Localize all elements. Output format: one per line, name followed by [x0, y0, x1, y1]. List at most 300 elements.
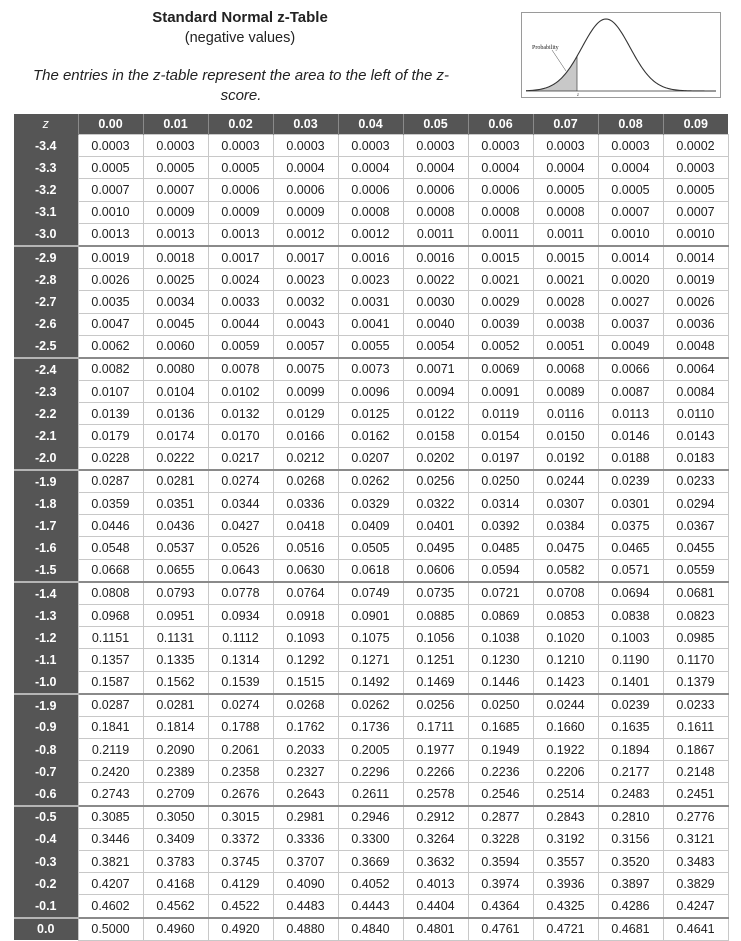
table-cell: 0.0011 — [468, 223, 533, 246]
table-cell: 0.0024 — [208, 269, 273, 291]
table-cell: 0.3594 — [468, 851, 533, 873]
z-row-label: -1.0 — [14, 671, 78, 694]
table-row — [14, 335, 728, 358]
table-cell: 0.0007 — [663, 201, 728, 223]
table-cell: 0.0004 — [598, 157, 663, 179]
table-cell: 0.1335 — [143, 649, 208, 671]
table-cell: 0.0174 — [143, 425, 208, 447]
column-header: 0.02 — [208, 114, 273, 135]
table-cell: 0.2877 — [468, 806, 533, 829]
table-cell: 0.3974 — [468, 873, 533, 895]
table-cell: 0.0655 — [143, 559, 208, 582]
table-cell: 0.0071 — [403, 358, 468, 381]
table-cell: 0.5000 — [78, 918, 143, 941]
table-cell: 0.0618 — [338, 559, 403, 582]
table-cell: 0.0158 — [403, 425, 468, 447]
table-cell: 0.4013 — [403, 873, 468, 895]
column-header: 0.01 — [143, 114, 208, 135]
table-cell: 0.0384 — [533, 515, 598, 537]
table-cell: 0.1711 — [403, 716, 468, 738]
table-cell: 0.1762 — [273, 716, 338, 738]
table-cell: 0.0003 — [143, 135, 208, 157]
table-cell: 0.1075 — [338, 627, 403, 649]
table-cell: 0.0274 — [208, 694, 273, 717]
table-cell: 0.0122 — [403, 403, 468, 425]
table-cell: 0.0003 — [78, 135, 143, 157]
table-cell: 0.0003 — [273, 135, 338, 157]
table-cell: 0.0096 — [338, 381, 403, 403]
table-cell: 0.0007 — [143, 179, 208, 201]
header-row — [14, 114, 728, 135]
table-cell: 0.1515 — [273, 671, 338, 694]
table-cell: 0.1611 — [663, 716, 728, 738]
table-cell: 0.0008 — [533, 201, 598, 223]
table-cell: 0.4602 — [78, 895, 143, 918]
z-row-label: -1.4 — [14, 582, 78, 605]
table-cell: 0.0014 — [663, 246, 728, 269]
table-cell: 0.2033 — [273, 739, 338, 761]
table-cell: 0.2709 — [143, 783, 208, 806]
z-row-label: 0.0 — [14, 918, 78, 941]
table-row — [14, 918, 728, 941]
table-row — [14, 358, 728, 381]
table-cell: 0.3121 — [663, 828, 728, 850]
table-cell: 0.3821 — [78, 851, 143, 873]
table-cell: 0.0011 — [403, 223, 468, 246]
table-cell: 0.0013 — [208, 223, 273, 246]
table-cell: 0.0244 — [533, 694, 598, 717]
table-cell: 0.0228 — [78, 447, 143, 470]
table-row — [14, 694, 728, 717]
table-cell: 0.0078 — [208, 358, 273, 381]
table-cell: 0.0036 — [663, 313, 728, 335]
table-cell: 0.0808 — [78, 582, 143, 605]
table-row — [14, 403, 728, 425]
table-cell: 0.0091 — [468, 381, 533, 403]
table-cell: 0.0336 — [273, 493, 338, 515]
table-cell: 0.0009 — [143, 201, 208, 223]
table-cell: 0.0015 — [468, 246, 533, 269]
table-cell: 0.0838 — [598, 604, 663, 626]
table-row — [14, 515, 728, 537]
table-cell: 0.0003 — [533, 135, 598, 157]
table-cell: 0.0012 — [273, 223, 338, 246]
table-cell: 0.0010 — [78, 201, 143, 223]
z-row-label: -0.1 — [14, 895, 78, 918]
table-cell: 0.0069 — [468, 358, 533, 381]
table-cell: 0.0793 — [143, 582, 208, 605]
table-cell: 0.3156 — [598, 828, 663, 850]
table-cell: 0.0681 — [663, 582, 728, 605]
table-cell: 0.4404 — [403, 895, 468, 918]
table-cell: 0.2061 — [208, 739, 273, 761]
table-cell: 0.0007 — [598, 201, 663, 223]
table-cell: 0.0062 — [78, 335, 143, 358]
table-cell: 0.0005 — [78, 157, 143, 179]
z-row-label: -2.8 — [14, 269, 78, 291]
table-cell: 0.0059 — [208, 335, 273, 358]
z-row-label: -0.6 — [14, 783, 78, 806]
table-row — [14, 313, 728, 335]
table-cell: 0.0082 — [78, 358, 143, 381]
table-cell: 0.2643 — [273, 783, 338, 806]
z-row-label: -0.3 — [14, 851, 78, 873]
table-row — [14, 425, 728, 447]
column-header: 0.07 — [533, 114, 598, 135]
table-cell: 0.0016 — [338, 246, 403, 269]
table-cell: 0.0012 — [338, 223, 403, 246]
table-cell: 0.1841 — [78, 716, 143, 738]
table-cell: 0.4168 — [143, 873, 208, 895]
table-cell: 0.0287 — [78, 694, 143, 717]
table-cell: 0.3783 — [143, 851, 208, 873]
table-cell: 0.0594 — [468, 559, 533, 582]
table-cell: 0.0003 — [208, 135, 273, 157]
table-cell: 0.0073 — [338, 358, 403, 381]
table-cell: 0.0401 — [403, 515, 468, 537]
table-cell: 0.2743 — [78, 783, 143, 806]
table-cell: 0.0027 — [598, 291, 663, 313]
table-cell: 0.0162 — [338, 425, 403, 447]
table-cell: 0.0038 — [533, 313, 598, 335]
z-row-label: -1.9 — [14, 470, 78, 493]
table-row — [14, 493, 728, 515]
z-row-label: -1.2 — [14, 627, 78, 649]
table-row — [14, 873, 728, 895]
table-cell: 0.0023 — [273, 269, 338, 291]
table-cell: 0.0019 — [663, 269, 728, 291]
table-cell: 0.0021 — [468, 269, 533, 291]
table-cell: 0.1170 — [663, 649, 728, 671]
table-cell: 0.0455 — [663, 537, 728, 559]
table-cell: 0.0057 — [273, 335, 338, 358]
table-cell: 0.1423 — [533, 671, 598, 694]
table-cell: 0.0005 — [663, 179, 728, 201]
table-cell: 0.0329 — [338, 493, 403, 515]
table-cell: 0.0022 — [403, 269, 468, 291]
table-cell: 0.0485 — [468, 537, 533, 559]
table-row — [14, 179, 728, 201]
table-cell: 0.4052 — [338, 873, 403, 895]
table-cell: 0.0004 — [468, 157, 533, 179]
table-cell: 0.1210 — [533, 649, 598, 671]
table-cell: 0.0475 — [533, 537, 598, 559]
table-cell: 0.0006 — [338, 179, 403, 201]
table-cell: 0.1736 — [338, 716, 403, 738]
table-cell: 0.0548 — [78, 537, 143, 559]
table-cell: 0.3336 — [273, 828, 338, 850]
table-cell: 0.3264 — [403, 828, 468, 850]
table-cell: 0.0197 — [468, 447, 533, 470]
table-cell: 0.1635 — [598, 716, 663, 738]
table-cell: 0.0281 — [143, 470, 208, 493]
table-cell: 0.0778 — [208, 582, 273, 605]
column-header: 0.03 — [273, 114, 338, 135]
corner-z-header: z — [14, 114, 78, 135]
table-cell: 0.0708 — [533, 582, 598, 605]
z-row-label: -1.3 — [14, 604, 78, 626]
table-cell: 0.2546 — [468, 783, 533, 806]
table-cell: 0.0537 — [143, 537, 208, 559]
z-row-label: -3.1 — [14, 201, 78, 223]
table-cell: 0.0004 — [403, 157, 468, 179]
column-header: 0.00 — [78, 114, 143, 135]
table-cell: 0.1788 — [208, 716, 273, 738]
table-cell: 0.4761 — [468, 918, 533, 941]
table-cell: 0.0694 — [598, 582, 663, 605]
table-cell: 0.4522 — [208, 895, 273, 918]
table-cell: 0.1038 — [468, 627, 533, 649]
table-cell: 0.2451 — [663, 783, 728, 806]
table-cell: 0.0250 — [468, 470, 533, 493]
column-header: 0.09 — [663, 114, 728, 135]
table-cell: 0.1685 — [468, 716, 533, 738]
table-cell: 0.0268 — [273, 470, 338, 493]
z-row-label: -2.6 — [14, 313, 78, 335]
table-row — [14, 761, 728, 783]
table-cell: 0.2420 — [78, 761, 143, 783]
table-cell: 0.1314 — [208, 649, 273, 671]
table-cell: 0.4247 — [663, 895, 728, 918]
table-cell: 0.2266 — [403, 761, 468, 783]
table-row — [14, 559, 728, 582]
table-row — [14, 828, 728, 850]
table-cell: 0.0154 — [468, 425, 533, 447]
table-cell: 0.0217 — [208, 447, 273, 470]
table-cell: 0.1977 — [403, 739, 468, 761]
table-cell: 0.0113 — [598, 403, 663, 425]
table-cell: 0.4681 — [598, 918, 663, 941]
z-row-label: -3.3 — [14, 157, 78, 179]
table-cell: 0.1093 — [273, 627, 338, 649]
table-cell: 0.3015 — [208, 806, 273, 829]
table-cell: 0.0351 — [143, 493, 208, 515]
table-cell: 0.0023 — [338, 269, 403, 291]
table-cell: 0.1922 — [533, 739, 598, 761]
table-cell: 0.0003 — [468, 135, 533, 157]
table-cell: 0.0375 — [598, 515, 663, 537]
table-cell: 0.2177 — [598, 761, 663, 783]
table-cell: 0.0314 — [468, 493, 533, 515]
table-cell: 0.4880 — [273, 918, 338, 941]
table-row — [14, 223, 728, 246]
table-cell: 0.0003 — [598, 135, 663, 157]
table-cell: 0.0044 — [208, 313, 273, 335]
table-cell: 0.0048 — [663, 335, 728, 358]
table-cell: 0.2981 — [273, 806, 338, 829]
table-cell: 0.0244 — [533, 470, 598, 493]
table-cell: 0.3745 — [208, 851, 273, 873]
table-cell: 0.0008 — [338, 201, 403, 223]
table-cell: 0.4721 — [533, 918, 598, 941]
z-label: z — [577, 93, 579, 97]
table-cell: 0.0749 — [338, 582, 403, 605]
table-cell: 0.3050 — [143, 806, 208, 829]
z-table-body — [14, 135, 728, 941]
table-row — [14, 604, 728, 626]
table-cell: 0.0008 — [403, 201, 468, 223]
table-cell: 0.0017 — [208, 246, 273, 269]
table-cell: 0.0019 — [78, 246, 143, 269]
table-cell: 0.2236 — [468, 761, 533, 783]
table-cell: 0.2810 — [598, 806, 663, 829]
table-cell: 0.0239 — [598, 694, 663, 717]
table-cell: 0.0068 — [533, 358, 598, 381]
table-cell: 0.0179 — [78, 425, 143, 447]
z-row-label: -2.0 — [14, 447, 78, 470]
table-cell: 0.0823 — [663, 604, 728, 626]
table-cell: 0.0222 — [143, 447, 208, 470]
table-cell: 0.0301 — [598, 493, 663, 515]
z-row-label: -2.2 — [14, 403, 78, 425]
table-cell: 0.0087 — [598, 381, 663, 403]
table-cell: 0.2611 — [338, 783, 403, 806]
table-cell: 0.0075 — [273, 358, 338, 381]
table-cell: 0.2389 — [143, 761, 208, 783]
table-cell: 0.0322 — [403, 493, 468, 515]
table-cell: 0.0344 — [208, 493, 273, 515]
table-row — [14, 291, 728, 313]
table-cell: 0.0307 — [533, 493, 598, 515]
table-cell: 0.3669 — [338, 851, 403, 873]
table-row — [14, 135, 728, 157]
probability-pointer — [552, 50, 566, 71]
table-cell: 0.0008 — [468, 201, 533, 223]
table-cell: 0.4286 — [598, 895, 663, 918]
table-cell: 0.0136 — [143, 403, 208, 425]
column-header: 0.05 — [403, 114, 468, 135]
table-cell: 0.0015 — [533, 246, 598, 269]
table-cell: 0.0668 — [78, 559, 143, 582]
table-cell: 0.0516 — [273, 537, 338, 559]
table-cell: 0.0287 — [78, 470, 143, 493]
table-cell: 0.0041 — [338, 313, 403, 335]
table-cell: 0.2946 — [338, 806, 403, 829]
table-cell: 0.0104 — [143, 381, 208, 403]
z-row-label: -0.7 — [14, 761, 78, 783]
table-cell: 0.0934 — [208, 604, 273, 626]
table-cell: 0.0125 — [338, 403, 403, 425]
table-cell: 0.2843 — [533, 806, 598, 829]
table-cell: 0.0055 — [338, 335, 403, 358]
table-cell: 0.0853 — [533, 604, 598, 626]
table-cell: 0.1539 — [208, 671, 273, 694]
z-row-label: -3.2 — [14, 179, 78, 201]
table-cell: 0.2358 — [208, 761, 273, 783]
table-description: The entries in the z-table represent the area to the left of the z-score. — [32, 67, 450, 104]
table-cell: 0.3707 — [273, 851, 338, 873]
z-row-label: -2.4 — [14, 358, 78, 381]
table-cell: 0.0188 — [598, 447, 663, 470]
table-cell: 0.0116 — [533, 403, 598, 425]
table-cell: 0.0630 — [273, 559, 338, 582]
table-cell: 0.1867 — [663, 739, 728, 761]
table-cell: 0.2005 — [338, 739, 403, 761]
table-cell: 0.0043 — [273, 313, 338, 335]
table-cell: 0.1271 — [338, 649, 403, 671]
table-cell: 0.1446 — [468, 671, 533, 694]
z-row-label: -2.1 — [14, 425, 78, 447]
table-cell: 0.4325 — [533, 895, 598, 918]
table-cell: 0.4483 — [273, 895, 338, 918]
table-cell: 0.2578 — [403, 783, 468, 806]
table-cell: 0.0582 — [533, 559, 598, 582]
table-cell: 0.0005 — [533, 179, 598, 201]
table-cell: 0.0006 — [403, 179, 468, 201]
table-cell: 0.3228 — [468, 828, 533, 850]
table-cell: 0.1131 — [143, 627, 208, 649]
table-cell: 0.0436 — [143, 515, 208, 537]
table-cell: 0.0606 — [403, 559, 468, 582]
z-table-header — [14, 114, 728, 135]
table-row — [14, 806, 728, 829]
table-cell: 0.2514 — [533, 783, 598, 806]
table-row — [14, 470, 728, 493]
table-row — [14, 739, 728, 761]
z-row-label: -2.5 — [14, 335, 78, 358]
table-cell: 0.1230 — [468, 649, 533, 671]
table-cell: 0.0643 — [208, 559, 273, 582]
table-cell: 0.1894 — [598, 739, 663, 761]
table-cell: 0.0202 — [403, 447, 468, 470]
table-cell: 0.0985 — [663, 627, 728, 649]
table-cell: 0.2327 — [273, 761, 338, 783]
table-cell: 0.0250 — [468, 694, 533, 717]
table-cell: 0.0367 — [663, 515, 728, 537]
normal-curve — [526, 19, 716, 91]
table-row — [14, 649, 728, 671]
table-cell: 0.0281 — [143, 694, 208, 717]
table-cell: 0.0764 — [273, 582, 338, 605]
table-cell: 0.0951 — [143, 604, 208, 626]
table-row — [14, 783, 728, 806]
table-cell: 0.0031 — [338, 291, 403, 313]
table-cell: 0.1020 — [533, 627, 598, 649]
z-row-label: -0.5 — [14, 806, 78, 829]
table-cell: 0.1492 — [338, 671, 403, 694]
table-cell: 0.0869 — [468, 604, 533, 626]
table-cell: 0.1401 — [598, 671, 663, 694]
table-row — [14, 157, 728, 179]
table-cell: 0.0004 — [533, 157, 598, 179]
table-cell: 0.1379 — [663, 671, 728, 694]
table-cell: 0.3897 — [598, 873, 663, 895]
table-cell: 0.0013 — [78, 223, 143, 246]
table-cell: 0.0446 — [78, 515, 143, 537]
table-row — [14, 851, 728, 873]
table-cell: 0.4364 — [468, 895, 533, 918]
table-cell: 0.0026 — [663, 291, 728, 313]
table-cell: 0.1292 — [273, 649, 338, 671]
table-cell: 0.2912 — [403, 806, 468, 829]
table-cell: 0.0885 — [403, 604, 468, 626]
table-cell: 0.1357 — [78, 649, 143, 671]
table-cell: 0.4840 — [338, 918, 403, 941]
table-cell: 0.0054 — [403, 335, 468, 358]
table-cell: 0.0051 — [533, 335, 598, 358]
table-cell: 0.2206 — [533, 761, 598, 783]
table-cell: 0.4129 — [208, 873, 273, 895]
table-cell: 0.0183 — [663, 447, 728, 470]
table-row — [14, 671, 728, 694]
table-cell: 0.0029 — [468, 291, 533, 313]
table-cell: 0.0256 — [403, 470, 468, 493]
table-cell: 0.4920 — [208, 918, 273, 941]
table-cell: 0.1587 — [78, 671, 143, 694]
table-cell: 0.1814 — [143, 716, 208, 738]
table-cell: 0.0025 — [143, 269, 208, 291]
table-cell: 0.1251 — [403, 649, 468, 671]
